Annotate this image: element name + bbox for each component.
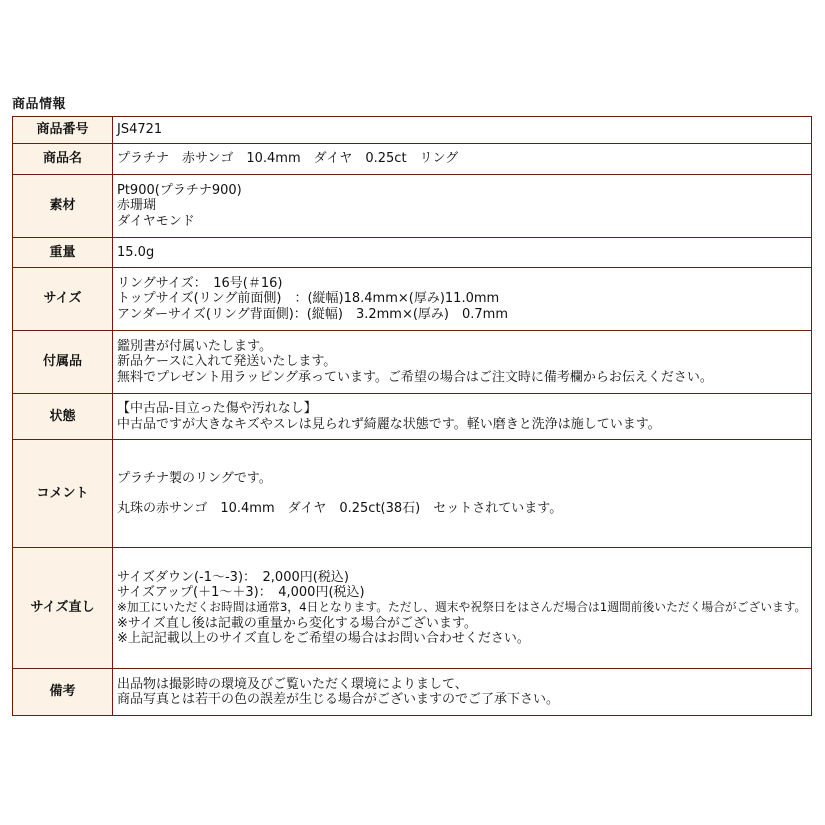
accessories-line: 鑑別書が付属いたします。	[117, 339, 272, 355]
row-resizing	[13, 548, 812, 669]
remarks-line: 商品写真とは若干の色の誤差が生じる場合がございますのでご了承下さい。	[117, 692, 560, 707]
resizing-line: サイズダウン(-1～-3)： 2,000円(税込)	[117, 569, 349, 585]
value-condition	[113, 394, 812, 440]
label-remarks: 備考	[13, 669, 113, 716]
product-info-table	[12, 116, 812, 716]
weight-text: 15.0g	[117, 244, 155, 260]
product-name-text: プラチナ 赤サンゴ 10.4mm ダイヤ 0.25ct リング	[117, 151, 459, 167]
value-remarks	[113, 669, 812, 716]
value-comment	[113, 440, 812, 548]
row-remarks	[13, 669, 812, 716]
accessories-line: 新品ケースに入れて発送いたします。	[117, 354, 337, 370]
material-line: Pt900(プラチナ900)	[117, 183, 242, 199]
comment-line: 丸珠の赤サンゴ 10.4mm ダイヤ 0.25ct(38石) セットされています。	[117, 501, 563, 517]
accessories-line: 無料でプレゼント用ラッピング承っています。ご希望の場合はご注文時に備考欄からお伝えください。	[117, 369, 713, 385]
row-accessories	[13, 331, 812, 394]
label-size: サイズ	[13, 268, 113, 331]
resizing-line: ※上記記載以上のサイズ直しをご希望の場合はお問い合わせください。	[117, 630, 530, 646]
row-product-number	[13, 117, 812, 144]
label-product-name: 商品名	[13, 144, 113, 175]
label-product-number: 商品番号	[13, 117, 113, 144]
material-line: ダイヤモンド	[117, 213, 195, 229]
resizing-line: ※サイズ直し後は記載の重量から変化する場合がございます。	[117, 615, 477, 631]
resizing-line: サイズアップ(＋1～＋3)： 4,000円(税込)	[117, 585, 365, 601]
section-title: 商品情報	[12, 97, 67, 112]
row-size	[13, 268, 812, 331]
row-weight	[13, 238, 812, 268]
row-comment	[13, 440, 812, 548]
label-material: 素材	[13, 175, 113, 238]
label-comment: コメント	[13, 440, 113, 548]
value-product-name	[113, 144, 812, 175]
condition-line: 中古品ですが大きなキズやスレは見られず綺麗な状態です。軽い磨きと洗浄は施しています。	[117, 416, 661, 432]
label-resizing: サイズ直し	[13, 548, 113, 669]
row-material	[13, 175, 812, 238]
condition-line: 【中古品-目立った傷や汚れなし】	[117, 401, 317, 417]
size-line: トップサイズ(リング前面側) ：(縦幅)18.4mm×(厚み)11.0mm	[117, 291, 500, 307]
row-condition	[13, 394, 812, 440]
label-condition: 状態	[13, 394, 113, 440]
value-product-number	[113, 117, 812, 144]
comment-line: プラチナ製のリングです。	[117, 470, 272, 486]
value-weight	[113, 238, 812, 268]
resizing-line: ※加工にいただくお時間は通常3，4日となります。ただし、週末や祝祭日をはさんだ場合は1週間前後いただく場合がございます。	[117, 600, 807, 615]
size-line: アンダーサイズ(リング背面側)：(縦幅) 3.2mm×(厚み) 0.7mm	[117, 306, 508, 322]
value-material	[113, 175, 812, 238]
value-accessories	[113, 331, 812, 394]
product-number-text: JS4721	[117, 122, 163, 138]
material-line: 赤珊瑚	[117, 198, 157, 214]
value-size	[113, 268, 812, 331]
label-accessories: 付属品	[13, 331, 113, 394]
comment-blank-line	[117, 486, 807, 501]
label-weight: 重量	[13, 238, 113, 268]
value-resizing	[113, 548, 812, 669]
size-line: リングサイズ： 16号(＃16)	[117, 276, 283, 292]
remarks-line: 出品物は撮影時の環境及びご覧いただく環境によりまして、	[117, 676, 468, 692]
row-product-name	[13, 144, 812, 175]
